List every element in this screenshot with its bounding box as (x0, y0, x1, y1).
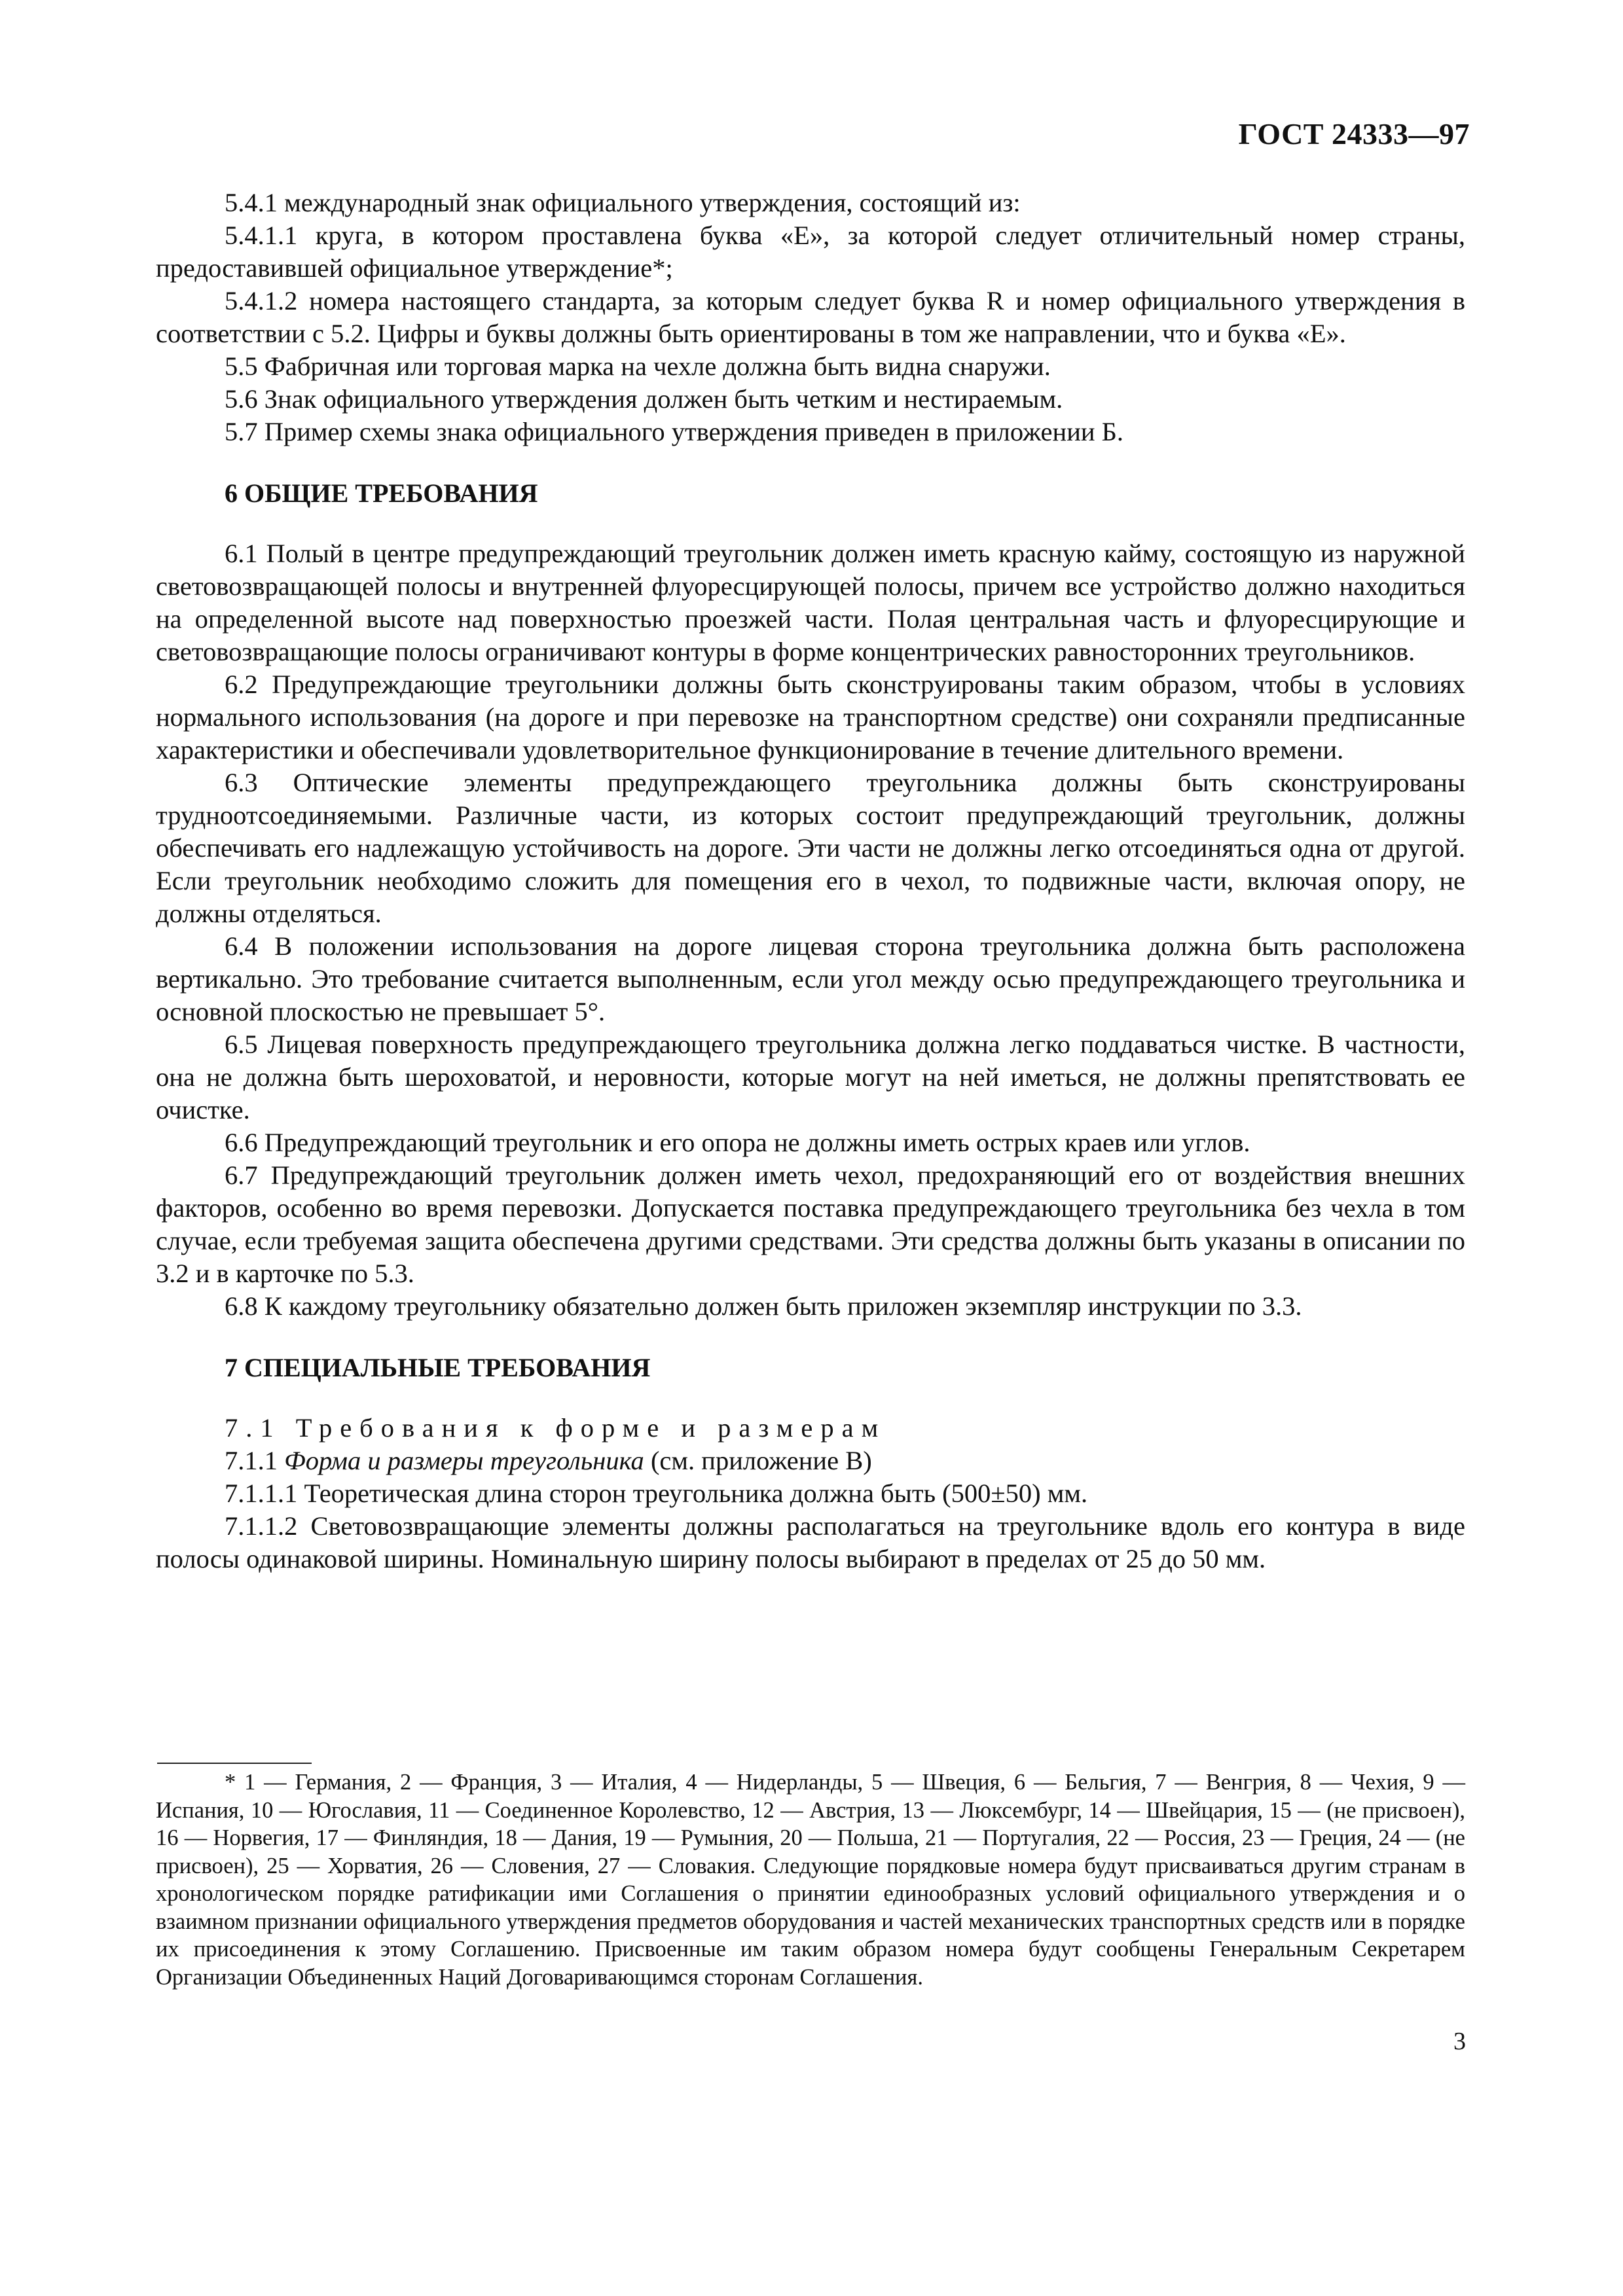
main-text (156, 187, 1465, 1575)
paragraph-6-6: 6.6 Предупреждающий треугольник и его опора не должны иметь острых краев или углов. (225, 1128, 1250, 1157)
paragraph-6-4: 6.4 В положении использования на дороге лицевая сторона треугольника должна быть расположена вертикально. Это требование считается выполненным, если угол между осью предупреждающего треугольника и основной плоскостью не превышает 5°. (156, 931, 1465, 1026)
section-heading-7: 7 СПЕЦИАЛЬНЫЕ ТРЕБОВАНИЯ (225, 1353, 651, 1382)
paragraph-5-4-1-2: 5.4.1.2 номера настоящего стандарта, за которым следует буква R и номер официального утверждения в соответствии с 5.2. Цифры и буквы должны быть ориентированы в том же направлении, что и буква «Е». (156, 286, 1465, 348)
paragraph-7-1-1 (156, 1444, 1465, 1477)
footnote (156, 1768, 1465, 1991)
section-gap (156, 1384, 1465, 1412)
paragraph-7-1: 7.1 Требования к форме и размерам (225, 1413, 886, 1443)
paragraph-6-3: 6.3 Оптические элементы предупреждающего треугольника должны быть сконструированы трудноотсоединяемыми. Различные части, из которых состоит предупреждающий треугольник, должны обеспечивать его надлежащую устойчивость на дороге. Эти части не должны легко отсоединяться одна от другой. Если треугольник необходимо сложить для помещения его в чехол, то подвижные части, включая опору, не должны отделяться. (156, 768, 1465, 928)
paragraph-7-1-1-reference: (см. приложение В) (650, 1446, 872, 1475)
paragraph-6-2: 6.2 Предупреждающие треугольники должны быть сконструированы таким образом, чтобы в условиях нормального использования (на дороге и при перевозке на транспортном средстве) они сохраняли предписанные характеристики и обеспечивали удовлетворительное функционирование в течение длительного времени. (156, 670, 1465, 764)
paragraph-7-1-1-2: 7.1.1.2 Световозвращающие элементы должны располагаться на треугольнике вдоль его контура в виде полосы одинаковой ширины. Номинальную ширину полосы выбирают в пределах от 25 до 50 мм. (156, 1511, 1465, 1573)
paragraph-7-1-1-1: 7.1.1.1 Теоретическая длина сторон треугольника должна быть (500±50) мм. (225, 1479, 1088, 1508)
paragraph-6-8: 6.8 К каждому треугольнику обязательно должен быть приложен экземпляр инструкции по 3.3. (225, 1291, 1302, 1321)
paragraph-6-1: 6.1 Полый в центре предупреждающий треугольник должен иметь красную кайму, состоящую из наружной световозвращающей полосы и внутренней флуоресцирующей полосы, причем все устройство должно находиться на определенной высоте над поверхностью проезжей части. Полая центральная часть и флуоресцирующие и световозвращающие полосы ограничивают контуры в форме концентрических равносторонних треугольников. (156, 539, 1465, 666)
paragraph-5-5: 5.5 Фабричная или торговая марка на чехле должна быть видна снаружи. (225, 351, 1051, 381)
paragraph-5-4-1-1: 5.4.1.1 круга, в котором проставлена буква «Е», за которой следует отличительный номер страны, предоставившей официальное утверждение*; (156, 221, 1465, 283)
section-gap (156, 510, 1465, 537)
paragraph-7-1-1-number: 7.1.1 (225, 1446, 278, 1475)
document-code-header: ГОСТ 24333—97 (1238, 117, 1470, 151)
section-heading-6: 6 ОБЩИЕ ТРЕБОВАНИЯ (225, 478, 538, 508)
paragraph-5-7: 5.7 Пример схемы знака официального утверждения приведен в приложении Б. (225, 417, 1124, 446)
page-number: 3 (1453, 2028, 1466, 2055)
paragraph-7-1-1-italic-title: Форма и размеры треугольника (284, 1446, 644, 1475)
footnote-separator (157, 1763, 312, 1764)
footnote-text: * 1 — Германия, 2 — Франция, 3 — Италия, 4 — Нидерланды, 5 — Швеция, 6 — Бельгия, 7 — Венгрия, 8 — Чехия, 9 — Испания, 10 — Югославия, 11 — Соединенное Королевство, 12 — Австрия, 13 — Люксембург, 14 — Швейцария, 15 — (не присвоен), 16 — Норвегия, 17 — Финляндия, 18 — Дания, 19 — Румыния, 20 — Польша, 21 — Португалия, 22 — Россия, 23 — Греция, 24 — (не присвоен), 25 — Хорватия, 26 — Словения, 27 — Словакия. Следующие порядковые номера будут присваиваться другим странам в хронологическом порядке ратификации ими Соглашения о принятии единообразных условий официального утверждения и о взаимном признании официального утверждения предметов оборудования и частей механических транспортных средств или в порядке их присоединения к этому Соглашению. Присвоенные им таким образом номера будут сообщены Генеральным Секретарем Организации Объединенных Наций Договаривающимся сторонам Соглашения. (156, 1770, 1465, 1990)
section-gap (156, 1323, 1465, 1352)
paragraph-6-7: 6.7 Предупреждающий треугольник должен иметь чехол, предохраняющий его от воздействия внешних факторов, особенно во время перевозки. Допускается поставка предупреждающего треугольника без чехла в том случае, если требуемая защита обеспечена другими средствами. Эти средства должны быть указаны в описании по 3.2 и в карточке по 5.3. (156, 1160, 1465, 1288)
paragraph-6-5: 6.5 Лицевая поверхность предупреждающего треугольника должна легко поддаваться чистке. В частности, она не должна быть шероховатой, и неровности, которые могут на ней иметься, не должны препятствовать ее очистке. (156, 1030, 1465, 1124)
paragraph-5-6: 5.6 Знак официального утверждения должен быть четким и нестираемым. (225, 384, 1063, 414)
paragraph-5-4-1: 5.4.1 международный знак официального утверждения, состоящий из: (225, 188, 1021, 217)
section-gap (156, 448, 1465, 477)
